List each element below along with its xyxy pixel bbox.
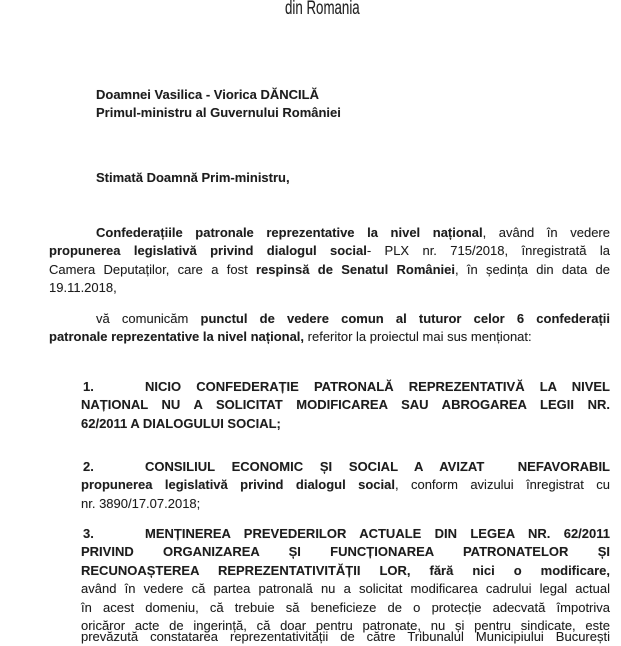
text-line: în acest domeniu, că trebuie să beneficieze de o protecție adecvată împotriva bbox=[81, 599, 610, 615]
list-number: 2. bbox=[83, 459, 94, 474]
text-line: Confederațiile patronale reprezentative la nivel național, având în vedere bbox=[96, 225, 610, 240]
common-position-paragraph bbox=[49, 310, 610, 347]
text-line: vă comunicăm punctul de vedere comun al tuturor celor 6 confederații bbox=[96, 311, 610, 326]
text-line: NAȚIONAL NU A SOLICITAT MODIFICAREA SAU ABROGAREA LEGII NR. bbox=[81, 397, 610, 413]
text-line: prevăzută constatarea reprezentativității de către Tribunalul Municipiului București bbox=[81, 629, 610, 644]
text-line: având în vedere că partea patronală nu a solicitat modificarea cadrului legal actual bbox=[81, 581, 610, 597]
text-line: oricăror acte de ingerință, că doar pentru patronate, nu și pentru sindicate, este bbox=[81, 617, 610, 633]
list-number: 1. bbox=[83, 379, 94, 394]
text-line: 3. MENȚINEREA PREVEDERILOR ACTUALE DIN LEGEA NR. 62/2011 bbox=[81, 525, 610, 543]
text-line: 1. NICIO CONFEDERAȚIE PATRONALĂ REPREZENTATIVĂ LA NIVEL bbox=[81, 378, 610, 396]
text-line: Camera Deputaților, care a fost respinsă de Senatul României, în ședința din data de bbox=[49, 261, 610, 277]
text-line: 2. CONSILIUL ECONOMIC ȘI SOCIAL A AVIZAT NEFAVORABIL bbox=[81, 458, 610, 476]
numbered-item-3 bbox=[81, 525, 610, 635]
addressee-name: Doamnei Vasilica - Viorica DĂNCILĂ bbox=[96, 87, 319, 102]
text-line: 19.11.2018, bbox=[49, 280, 117, 296]
intro-paragraph bbox=[49, 224, 610, 298]
text-line: PRIVIND ORGANIZAREA ȘI FUNCȚIONAREA PATRONATELOR ȘI bbox=[81, 544, 610, 560]
addressee-block bbox=[96, 86, 341, 123]
text-line: RECUNOAȘTEREA REPREZENTATIVITĂȚII LOR, fără nici o modificare, bbox=[81, 562, 610, 578]
numbered-item-2 bbox=[81, 458, 610, 513]
letterhead-text: din Romania bbox=[285, 0, 360, 19]
list-number: 3. bbox=[83, 526, 94, 541]
salutation: Stimată Doamnă Prim-ministru, bbox=[96, 170, 290, 185]
addressee-title: Primul-ministru al Guvernului României bbox=[96, 105, 341, 121]
text-line: patronale reprezentative la nivel național, referitor la proiectul mai sus menționat: bbox=[49, 329, 532, 345]
text-line: 62/2011 A DIALOGULUI SOCIAL; bbox=[81, 415, 281, 431]
clipped-bottom-line bbox=[81, 628, 610, 644]
text-line: propunerea legislativă privind dialogul social- PLX nr. 715/2018, înregistrată la bbox=[49, 243, 610, 259]
text-line: nr. 3890/17.07.2018; bbox=[81, 495, 201, 511]
numbered-item-1 bbox=[81, 378, 610, 433]
text-line: propunerea legislativă privind dialogul social, conform avizului înregistrat cu bbox=[81, 477, 610, 493]
